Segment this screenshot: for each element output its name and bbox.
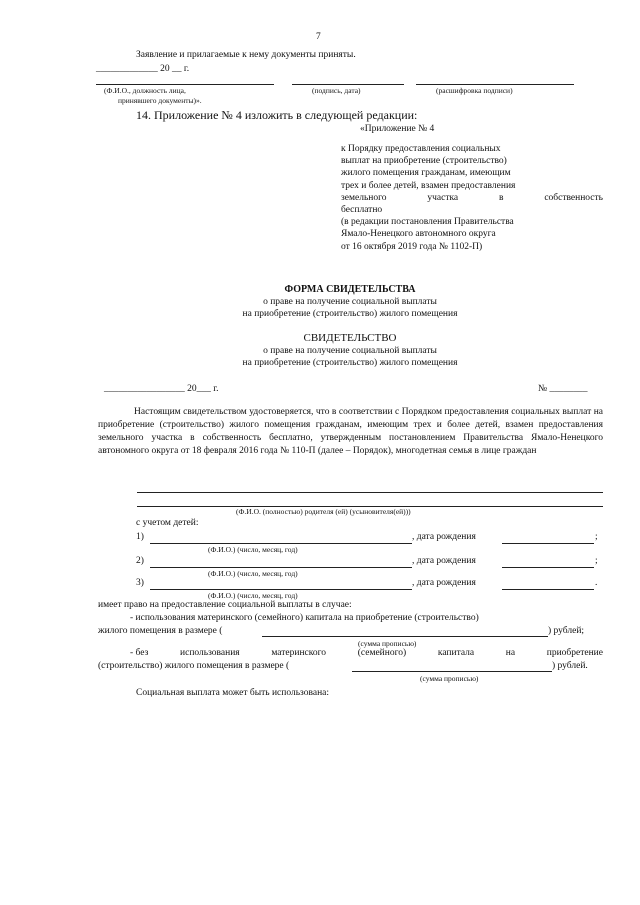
case2-word: (семейного)	[357, 648, 407, 658]
acceptance-date-line: _____________ 20 __ г.	[96, 64, 190, 74]
form-sub2: на приобретение (строительство) жилого помещения	[242, 309, 458, 319]
appendix-line: к Порядку предоставления социальных	[341, 144, 501, 154]
certificate-sub1: о праве на получение социальной выплаты	[263, 346, 437, 356]
child-1-name-line	[150, 543, 412, 544]
signature-line	[292, 84, 404, 85]
certificate-heading: СВИДЕТЕЛЬСТВО	[303, 332, 397, 344]
appendix-line: Ямало-Ненецкого автономного округа	[341, 229, 496, 240]
case2-line2-end: ) рублей.	[552, 661, 588, 671]
child-1-number: 1)	[136, 532, 144, 542]
certificate-sub2: на приобретение (строительство) жилого помещения	[242, 358, 458, 368]
child-3-number: 3)	[136, 578, 144, 588]
appendix-line: трех и более детей, взамен предоставления	[341, 180, 516, 191]
parents-caption: (Ф.И.О. (полностью) родителя (ей) (усыновителя(ей)))	[236, 507, 411, 516]
case2-word: на	[505, 648, 516, 658]
caption-official: (Ф.И.О., должность лица,	[104, 86, 186, 95]
child-2-date-line	[502, 567, 594, 568]
case2-word: использования	[180, 648, 240, 658]
child-2-end: ;	[595, 556, 598, 566]
appendix-line: (в редакции постановления Правительства	[341, 217, 514, 228]
child-3-end: .	[595, 578, 598, 588]
appendix-title: «Приложение № 4	[360, 124, 435, 134]
child-1-date-line	[502, 543, 594, 544]
appendix-text	[341, 143, 603, 253]
case2-sum-line	[352, 671, 552, 672]
child-2-caption: (Ф.И.О.) (число, месяц, год)	[208, 569, 298, 578]
child-3-caption: (Ф.И.О.) (число, месяц, год)	[208, 591, 298, 600]
certificate-number-line: № ________	[538, 384, 588, 394]
child-1-birth-label: , дата рождения	[412, 532, 476, 542]
child-3-date-line	[502, 589, 594, 590]
appendix-line: от 16 октября 2019 года № 1102-П)	[341, 241, 483, 252]
case1-caption: (сумма прописью)	[358, 639, 417, 648]
caption-signature: (подпись, дата)	[312, 86, 361, 95]
child-2-number: 2)	[136, 556, 144, 566]
item-14: 14. Приложение № 4 изложить в следующей редакции:	[136, 108, 418, 122]
appendix-line: жилого помещения гражданам, имеющим	[341, 168, 511, 179]
appendix-line: земельного участка в собственность	[341, 192, 603, 203]
decoding-line	[416, 84, 574, 85]
certificate-body: Настоящим свидетельством удостоверяется, что в соответствии с Порядком предоставления социальных выплат на приобретение (строительство) жилого помещения гражданам, имеющим трех и более детей, взамен предоставления земельного участка в собственность бесплатно, утвержденным постановлением Правительства Ямало-Ненецкого автономного округа от 18 февраля 2016 года № 110-П (далее – Порядок), многодетная семья в лице граждан	[98, 407, 603, 456]
page-number: 7	[316, 32, 321, 42]
child-1-end: ;	[595, 532, 598, 542]
form-sub1: о праве на получение социальной выплаты	[263, 297, 437, 307]
case2-line2-start: (строительство) жилого помещения в размере (	[98, 661, 290, 671]
right-intro: имеет право на предоставление социальной выплаты в случае:	[98, 600, 352, 610]
case1-line2-end: ) рублей;	[548, 626, 585, 636]
certificate-date-line: _________________ 20___ г.	[104, 384, 219, 394]
case1-line1: - использования материнского (семейного) капитала на приобретение (строительство)	[130, 613, 479, 623]
child-3-birth-label: , дата рождения	[412, 578, 476, 588]
case2-line1	[130, 648, 603, 658]
final-line: Социальная выплата может быть использована:	[136, 688, 330, 698]
case2-caption: (сумма прописью)	[420, 674, 479, 683]
caption-decoding: (расшифровка подписи)	[436, 86, 513, 95]
child-2-birth-label: , дата рождения	[412, 556, 476, 566]
children-intro: с учетом детей:	[136, 518, 199, 528]
official-signature-line	[96, 84, 274, 85]
caption-official-2: принявшего документы)».	[118, 96, 202, 105]
case1-line2-start: жилого помещения в размере (	[98, 626, 223, 636]
parents-line-1	[137, 492, 603, 493]
acceptance-statement: Заявление и прилагаемые к нему документы приняты.	[136, 50, 356, 60]
case1-sum-line	[262, 636, 548, 637]
child-2-name-line	[150, 567, 412, 568]
case2-word: материнского	[271, 648, 327, 658]
case2-word: приобретение	[546, 648, 603, 658]
form-heading: ФОРМА СВИДЕТЕЛЬСТВА	[284, 284, 416, 295]
appendix-line: бесплатно	[341, 205, 383, 216]
case2-word: капитала	[437, 648, 475, 658]
child-1-caption: (Ф.И.О.) (число, месяц, год)	[208, 545, 298, 554]
case2-word: - без	[130, 648, 149, 658]
child-3-name-line	[150, 589, 412, 590]
appendix-line: выплат на приобретение (строительство)	[341, 156, 507, 167]
